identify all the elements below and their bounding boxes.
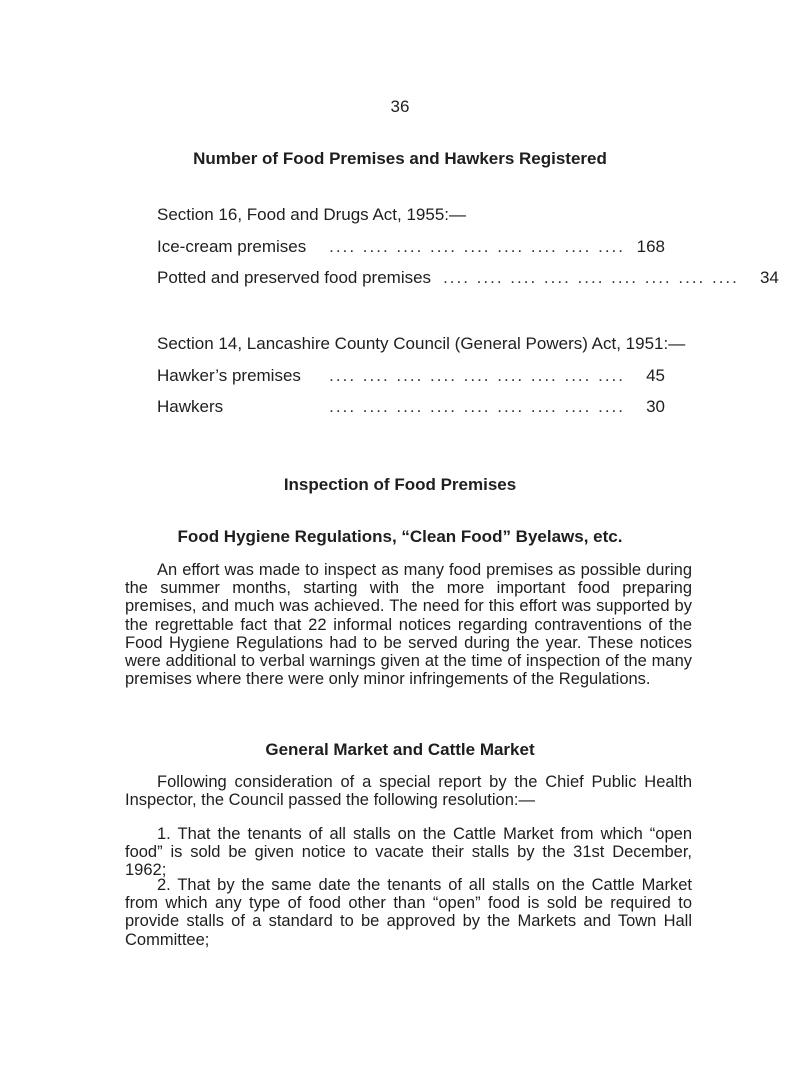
hawkers-row (157, 397, 665, 417)
row-value: 168 (636, 237, 665, 256)
hawkers-premises-row (157, 366, 665, 386)
row-label: Ice-cream premises (157, 237, 307, 256)
dot-leader: .... .... .... .... .... .... .... .... .... (329, 397, 625, 416)
resolution-item-1: 1. That the tenants of all stalls on the Cattle Market from which “open food” is sold be given notice to vacate their stalls by the 31st December, 1962; (125, 825, 692, 880)
registered-heading: Number of Food Premises and Hawkers Registered (193, 149, 607, 168)
row-value: 34 (759, 268, 779, 287)
ice-cream-row (157, 237, 665, 257)
dot-leader: .... .... .... .... .... .... .... .... .... (329, 366, 625, 385)
market-intro: Following consideration of a special report by the Chief Public Health Inspector, the Council passed the following resolution:— (125, 773, 692, 810)
row-label: Potted and preserved food premises (157, 268, 432, 287)
dot-leader: .... .... .... .... .... .... .... .... .... (329, 237, 625, 256)
section14-title: Section 14, Lancashire County Council (General Powers) Act, 1951:— (157, 334, 686, 353)
row-label: Hawker’s premises (157, 366, 301, 385)
page-number: 36 (390, 97, 410, 116)
inspection-heading: Inspection of Food Premises (283, 475, 517, 494)
market-heading: General Market and Cattle Market (265, 740, 535, 759)
resolution-item-2: 2. That by the same date the tenants of all stalls on the Cattle Market from which any type of food other than “open” food is sold be required to provide stalls of a standard to be approved by the Markets and Town Hall Committee; (125, 876, 692, 949)
potted-food-row (157, 268, 779, 288)
row-label: Hawkers (157, 397, 224, 416)
inspection-paragraph: An effort was made to inspect as many food premises as possible during the summer months, starting with the more important food preparing premises, and much was achieved. The need for this effort was supported by the regrettable fact that 22 informal notices regarding contraventions of the Food Hygiene Regulations had to be served during the year. These notices were additional to verbal warnings given at the time of inspection of the many premises where there were only minor infringements of the Regulations. (125, 561, 692, 689)
inspection-subheading: Food Hygiene Regulations, “Clean Food” Byelaws, etc. (177, 527, 623, 546)
dot-leader: .... .... .... .... .... .... .... .... .... (443, 268, 739, 287)
section16-title: Section 16, Food and Drugs Act, 1955:— (157, 205, 467, 224)
row-value: 45 (646, 366, 665, 385)
row-value: 30 (646, 397, 665, 416)
